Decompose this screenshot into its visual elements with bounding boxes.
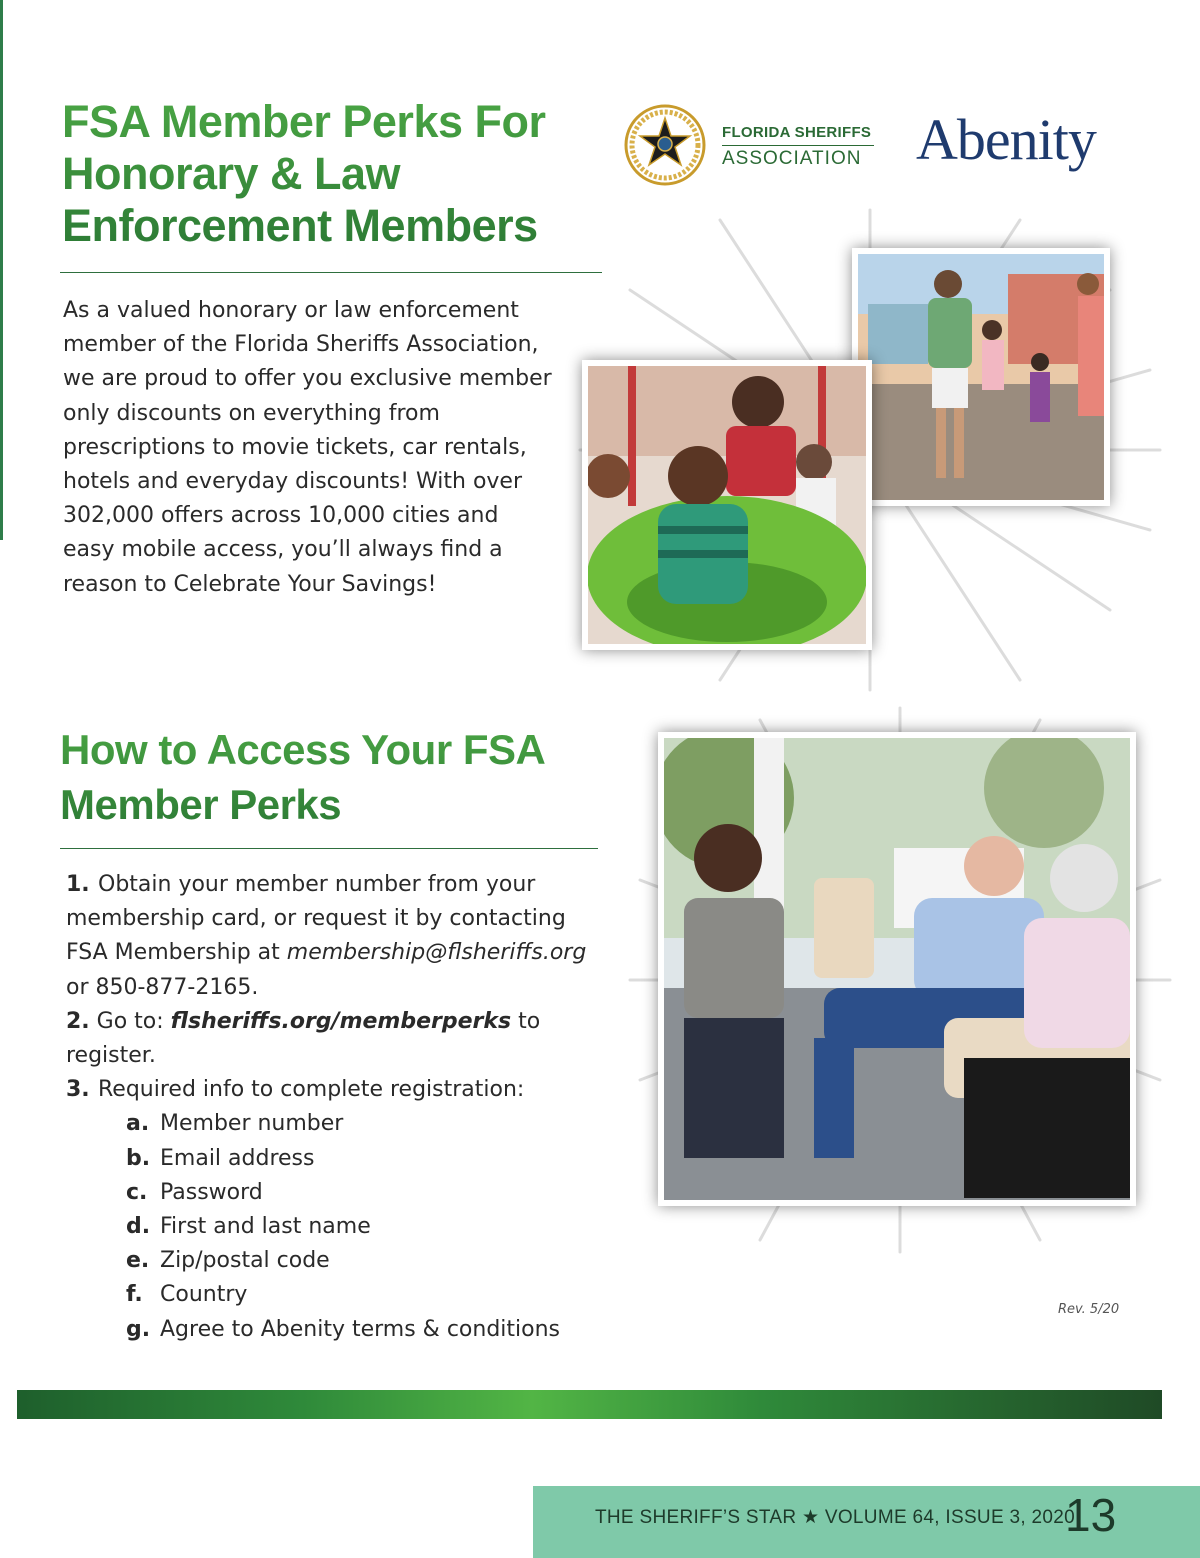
- list-item: [66, 1107, 626, 1141]
- step-1-line4: or 850-877-2165.: [66, 974, 259, 1000]
- section1-title: FSA Member Perks For Honorary & Law Enforcement Members: [62, 96, 582, 252]
- left-accent-rule: [0, 0, 3, 540]
- page-footer: [533, 1486, 1200, 1558]
- list-item: [66, 1210, 626, 1244]
- revision-note: Rev. 5/20: [1058, 1302, 1120, 1317]
- list-item-letter: b.: [126, 1145, 151, 1171]
- section1-body: As a valued honorary or law enforcement member of the Florida Sheriffs Association, we are proud to offer you exclusive member only discounts on everything from prescriptions to movie tickets, car rentals, hotels and everyday discounts! With over 302,000 offers across 10,000 cities and easy mobile access, you’ll always find a reason to Celebrate Your Savings!: [63, 298, 552, 597]
- list-item-letter: c.: [126, 1179, 148, 1205]
- step-2-text-b: to register.: [66, 1008, 541, 1069]
- step-2-number: 2.: [66, 1008, 90, 1034]
- list-item-letter: d.: [126, 1214, 151, 1240]
- section2-title: How to Access Your FSA Member Perks: [60, 722, 580, 832]
- step-1-line3: [66, 936, 626, 970]
- step-1-text-a: Obtain your member number from your: [98, 872, 536, 897]
- list-item-text: Password: [160, 1179, 263, 1205]
- step-1-number: 1.: [66, 872, 90, 897]
- abenity-logo: Abenity: [916, 107, 1096, 172]
- step-1-text-c: FSA Membership at: [66, 940, 287, 966]
- list-item-letter: g.: [126, 1316, 151, 1342]
- step-2-text-a: Go to:: [89, 1008, 171, 1034]
- list-item-letter: e.: [126, 1248, 150, 1274]
- list-item-letter: a.: [126, 1111, 150, 1137]
- step-1-line2: membership card, or request it by contacting: [66, 906, 566, 932]
- list-item-letter: f.: [126, 1282, 143, 1308]
- step-3-text: Required info to complete registration:: [98, 1077, 525, 1103]
- page-number: 13: [1065, 1489, 1117, 1541]
- registration-steps: [66, 868, 626, 1347]
- fsa-logo-line2: ASSOCIATION: [722, 148, 862, 169]
- footer-publication-text: THE SHERIFF’S STAR ★ VOLUME 64, ISSUE 3, 2020: [595, 1507, 1075, 1528]
- list-item: [66, 1278, 626, 1312]
- list-item-text: Agree to Abenity terms & conditions: [160, 1316, 560, 1342]
- friends-porch-photo: [658, 732, 1136, 1206]
- list-item-text: Member number: [160, 1111, 344, 1137]
- list-item-text: First and last name: [160, 1214, 371, 1240]
- step-1: [66, 868, 626, 902]
- list-item-text: Country: [160, 1282, 248, 1308]
- list-item-text: Email address: [160, 1145, 315, 1171]
- list-item: [66, 1176, 626, 1210]
- kids-amusement-ride-photo: [582, 360, 872, 650]
- section2-divider: [60, 848, 598, 849]
- step-3-number: 3.: [66, 1077, 90, 1103]
- green-gradient-bar: [17, 1390, 1162, 1419]
- fsa-logo: [624, 104, 884, 188]
- family-boardwalk-photo: [852, 248, 1110, 506]
- step-3: [66, 1073, 626, 1107]
- sheriff-star-seal-icon: [624, 104, 706, 186]
- list-item: [66, 1142, 626, 1176]
- membership-email-link[interactable]: membership@flsheriffs.org: [286, 940, 587, 966]
- section1-divider: [60, 272, 602, 273]
- list-item-text: Zip/postal code: [160, 1248, 330, 1274]
- step-2: [66, 1005, 626, 1073]
- fsa-logo-line1: FLORIDA SHERIFFS: [722, 124, 872, 141]
- list-item: [66, 1244, 626, 1278]
- list-item: [66, 1313, 626, 1347]
- memberperks-link[interactable]: flsheriffs.org/memberperks: [170, 1008, 512, 1034]
- fsa-logo-divider: [722, 145, 874, 146]
